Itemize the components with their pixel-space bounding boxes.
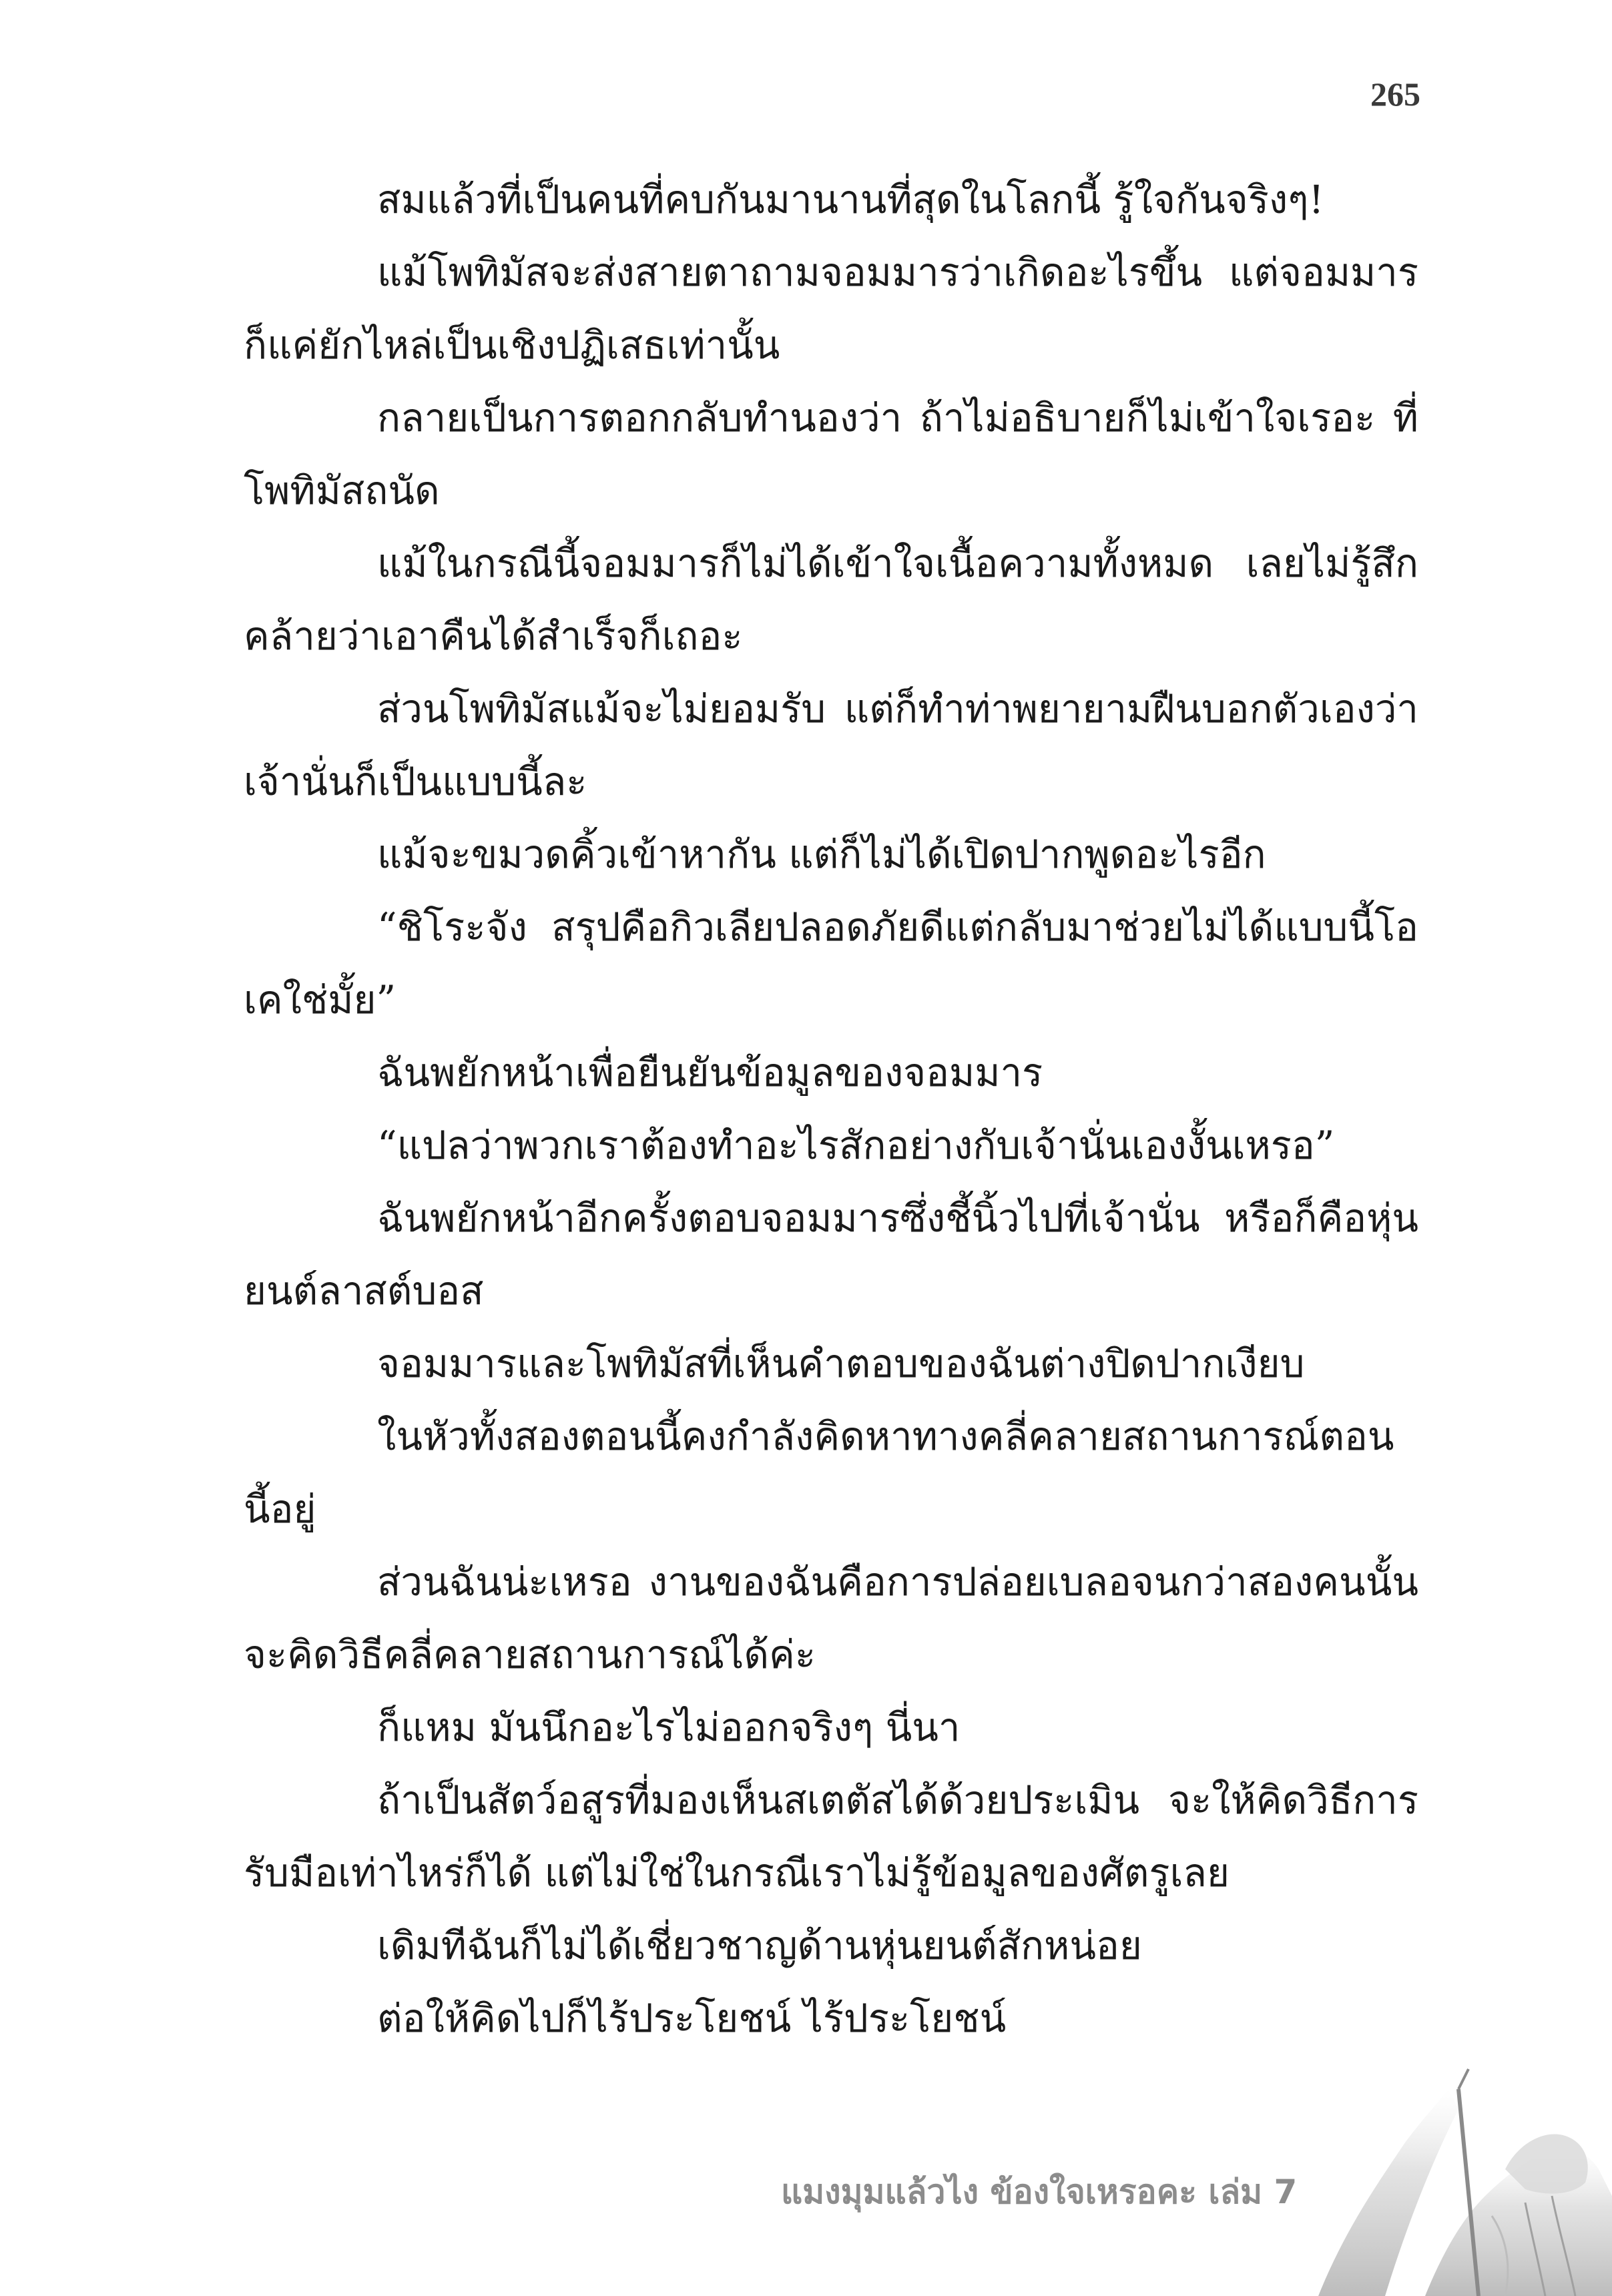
body-text xyxy=(244,164,1418,2055)
paragraph: ส่วนฉันน่ะเหรอ งานของฉันคือการปล่อยเบลอจนกว่าสองคนนั้นจะคิดวิธีคลี่คลายสถานการณ์ได้ค่ะ xyxy=(244,1559,1418,1677)
paragraph: ส่วนโพทิมัสแม้จะไม่ยอมรับ แต่ก็ทำท่าพยายามฝืนบอกตัวเองว่าเจ้านั่นก็เป็นแบบนี้ละ xyxy=(244,686,1418,804)
paragraph: กลายเป็นการตอกกลับทำนองว่า ถ้าไม่อธิบายก็ไม่เข้าใจเรอะ ที่โพทิมัสถนัด xyxy=(244,395,1418,513)
paragraph: สมแล้วที่เป็นคนที่คบกันมานานที่สุดในโลกนี้ รู้ใจกันจริงๆ! xyxy=(377,177,1324,222)
paragraph: แม้โพทิมัสจะส่งสายตาถามจอมมารว่าเกิดอะไรขึ้น แต่จอมมารก็แค่ยักไหล่เป็นเชิงปฏิเสธเท่านั้น xyxy=(244,250,1418,368)
footer xyxy=(761,2146,1612,2296)
paragraph: เดิมทีฉันก็ไม่ได้เชี่ยวชาญด้านหุ่นยนต์สักหน่อย xyxy=(377,1923,1142,1968)
paragraph: ถ้าเป็นสัตว์อสูรที่มองเห็นสเตตัสได้ด้วยประเมิน จะให้คิดวิธีการรับมือเท่าไหร่ก็ได้ แต่ไม่ใช่ในกรณีเราไม่รู้ข้อมูลของศัตรูเลย xyxy=(244,1777,1418,1896)
character-illustration xyxy=(1305,2062,1612,2296)
paragraph: “ชิโระจัง สรุปคือกิวเลียปลอดภัยดีแต่กลับมาช่วยไม่ได้แบบนี้โอเคใช่มั้ย” xyxy=(244,904,1418,1023)
book-title: แมงมุมแล้วไง ข้องใจเหรอคะ เล่ม 7 xyxy=(781,2173,1298,2211)
paragraph: แม้ในกรณีนี้จอมมารก็ไม่ได้เข้าใจเนื้อความทั้งหมด เลยไม่รู้สึกคล้ายว่าเอาคืนได้สำเร็จก็เถอะ xyxy=(244,541,1418,659)
page-number: 265 xyxy=(1370,75,1420,113)
paragraph: ฉันพยักหน้าอีกครั้งตอบจอมมารซึ่งชี้นิ้วไปที่เจ้านั่น หรือก็คือหุ่นยนต์ลาสต์บอส xyxy=(244,1195,1418,1314)
paragraph: ต่อให้คิดไปก็ไร้ประโยชน์ ไร้ประโยชน์ xyxy=(377,1996,1007,2041)
paragraph: ฉันพยักหน้าเพื่อยืนยันข้อมูลของจอมมาร xyxy=(377,1050,1043,1095)
paragraph: ในหัวทั้งสองตอนนี้คงกำลังคิดหาทางคลี่คลายสถานการณ์ตอนนี้อยู่ xyxy=(244,1414,1394,1532)
paragraph: “แปลว่าพวกเราต้องทำอะไรสักอย่างกับเจ้านั่นเองงั้นเหรอ” xyxy=(377,1123,1335,1168)
paragraph: แม้จะขมวดคิ้วเข้าหากัน แต่ก็ไม่ได้เปิดปากพูดอะไรอีก xyxy=(377,832,1266,877)
paragraph: จอมมารและโพทิมัสที่เห็นคำตอบของฉันต่างปิดปากเงียบ xyxy=(377,1341,1305,1386)
paragraph: ก็แหม มันนึกอะไรไม่ออกจริงๆ นี่นา xyxy=(377,1705,961,1750)
